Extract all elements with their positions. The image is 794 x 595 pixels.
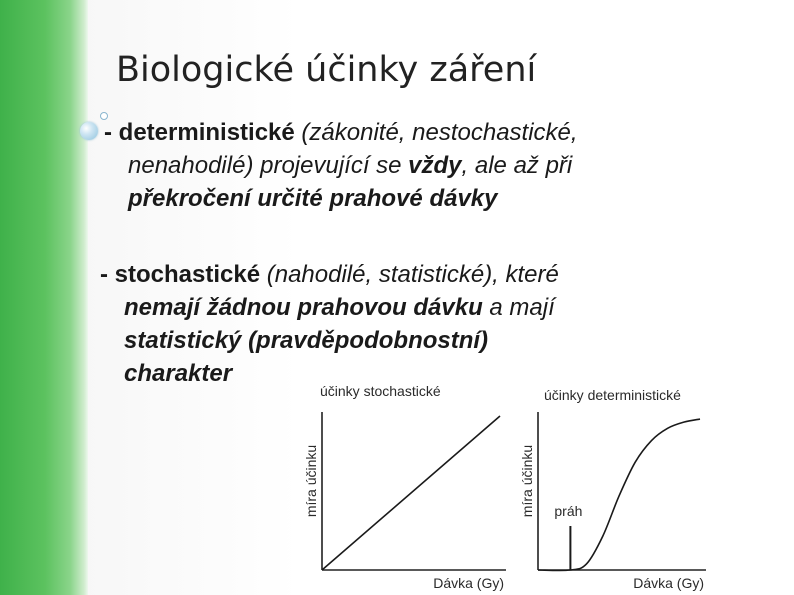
paragraph-deterministic (104, 116, 578, 215)
dash: - (104, 119, 119, 146)
dose-response-figure (292, 374, 720, 595)
paragraph-line (100, 324, 559, 357)
text-segment: (zákonité, nestochastické, (294, 119, 578, 146)
series-line (322, 416, 500, 570)
emphasis-statistical: statistický (pravděpodobnostní) (124, 327, 489, 354)
slide-title: Biologické účinky záření (116, 50, 537, 90)
paragraph-line (100, 258, 559, 291)
emphasis-character: charakter (124, 360, 233, 387)
text-segment: (nahodilé, statistické), které (260, 261, 559, 288)
bullet-icon (80, 122, 98, 140)
term-deterministic: deterministické (118, 119, 295, 146)
threshold-label: práh (554, 503, 583, 519)
dose-response-charts (292, 374, 720, 595)
paragraph-line (100, 291, 559, 324)
x-axis-label: Dávka (Gy) (433, 575, 504, 591)
paragraph-line (104, 149, 578, 182)
emphasis-no-threshold: nemají žádnou prahovou dávku (124, 294, 483, 321)
text-segment: , ale až při (461, 152, 573, 179)
paragraph-line (104, 182, 578, 215)
chart-title: účinky deterministické (544, 387, 681, 403)
x-axis-label: Dávka (Gy) (633, 575, 704, 591)
dash: - (100, 261, 115, 288)
text-segment: nenahodilé) projevující se (128, 152, 409, 179)
paragraph-stochastic (100, 258, 559, 390)
y-axis-label: míra účinku (519, 444, 535, 518)
emphasis-always: vždy (408, 152, 462, 179)
chart-title: účinky stochastické (320, 383, 441, 399)
y-axis-label: míra účinku (303, 444, 319, 518)
text-segment: a mají (482, 294, 555, 321)
side-accent-bar (0, 0, 88, 595)
emphasis-threshold: překročení určité prahové dávky (128, 185, 498, 212)
term-stochastic: stochastické (114, 261, 261, 288)
series-line (538, 419, 700, 570)
paragraph-line (104, 116, 578, 149)
